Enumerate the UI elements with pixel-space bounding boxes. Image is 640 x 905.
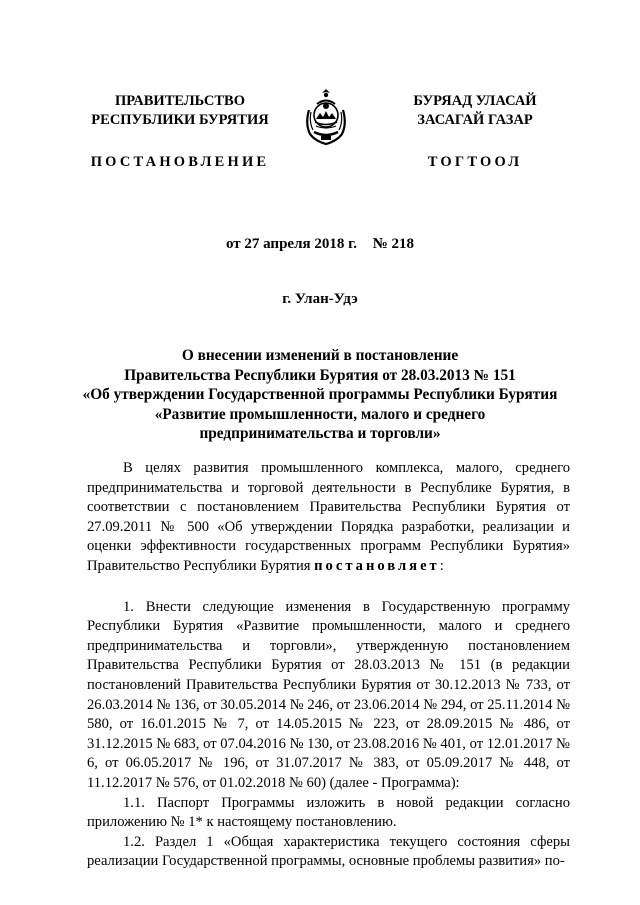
header-right-line1: БУРЯАД УЛАСАЙ: [413, 93, 537, 109]
decree-word: постановляет: [314, 557, 440, 574]
item-1-1-paragraph: 1.1. Паспорт Программы изложить в новой редакции согласно приложению № 1* к настоящему постановлению.: [87, 794, 570, 831]
title-line: «Развитие промышленности, малого и среднего: [154, 405, 486, 423]
header-left-doc-type: ПОСТАНОВЛЕНИЕ: [90, 154, 270, 170]
header-right-line2: ЗАСАГАЙ ГАЗАР: [417, 112, 533, 128]
document-date: от 27 апреля 2018 г.: [225, 236, 357, 252]
header-left-line1: ПРАВИТЕЛЬСТВО: [115, 93, 245, 109]
document-city: г. Улан-Удэ: [282, 291, 358, 307]
document-title: [60, 346, 580, 444]
preamble-paragraph: [87, 459, 570, 577]
document-number: № 218: [372, 236, 415, 252]
header-left: [85, 92, 275, 172]
title-line: О внесении изменений в постановление: [181, 347, 459, 364]
header-right-doc-type: ТОГТООЛ: [427, 154, 523, 170]
document-body: [87, 459, 570, 872]
item-1-paragraph: 1. Внести следующие изменения в Государственную программу Республики Бурятия «Развитие промышленности, малого и среднего предпринимательства и торговли», утвержденную постановлением Правительства Республики Бурятия от 28.03.2013 № 151 (в редакции постановлений Правительства Республики Бурятия от 30.12.2013 № 733, от 26.03.2014 № 136, от 30.05.2014 № 246, от 23.06.2014 № 294, от 25.11.2014 № 580, от 16.01.2015 № 7, от 14.05.2015 № 223, от 28.09.2015 № 486, от 31.12.2015 № 683, от 07.04.2016 № 130, от 23.08.2016 № 401, от 12.01.2017 № 6, от 06.05.2017 № 196, от 31.07.2017 № 383, от 05.09.2017 № 448, от 11.12.2017 № 576, от 01.02.2018 № 60) (далее - Программа):: [87, 598, 570, 791]
header-right: [395, 92, 555, 172]
title-line: предпринимательства и торговли»: [199, 425, 441, 442]
header-left-line2: РЕСПУБЛИКИ БУРЯТИЯ: [91, 112, 269, 128]
document-date-line: [0, 236, 640, 253]
decree-colon: :: [439, 557, 444, 574]
title-line: «Об утверждении Государственной программы Республики Бурятия: [82, 386, 558, 403]
coat-of-arms-icon: [301, 86, 351, 148]
title-line: Правительства Республики Бурятия от 28.03.2013 № 151: [124, 366, 516, 384]
item-1-2-paragraph: 1.2. Раздел 1 «Общая характеристика текущего состояния сферы реализации Государственной программы, основные проблемы развития» по-: [87, 833, 570, 870]
preamble-text: В целях развития промышленного комплекса, малого, среднего предпринимательства и торговой деятельности в Республике Бурятия, в соответствии с постановлением Правительства Республики Бурятия от 27.09.2011 № 500 «Об утверждении Порядка разработки, реализации и оценки эффективности государственных программ Республики Бурятия» Правительство Республики Бурятия: [87, 460, 570, 574]
